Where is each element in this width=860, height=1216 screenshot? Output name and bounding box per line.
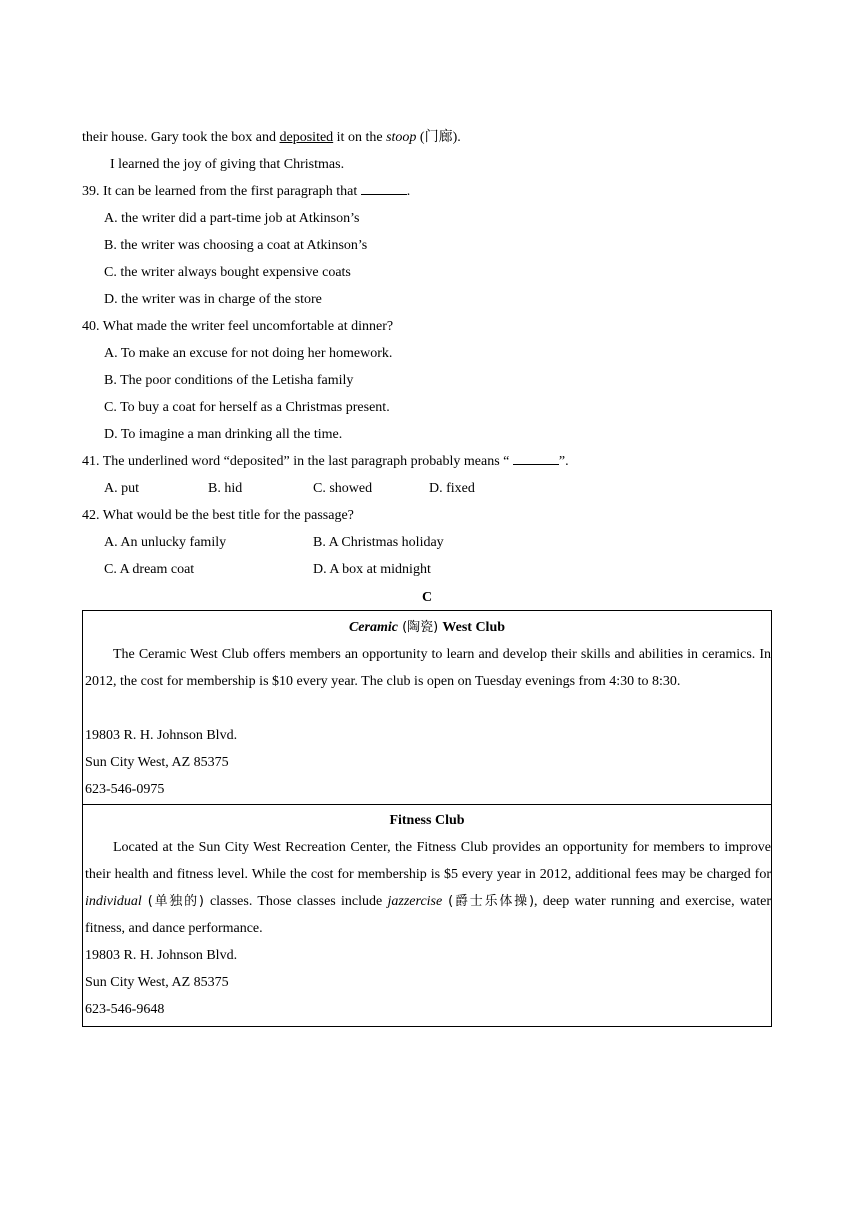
question-42: 42. What would be the best title for the passage?	[82, 508, 354, 523]
ceramic-club-title: Ceramic (陶瓷) West Club	[348, 620, 506, 635]
q41-option-c: C. showed	[313, 481, 373, 496]
ceramic-club-address-line2: Sun City West, AZ 85375	[85, 755, 229, 770]
question-41: 41. The underlined word “deposited” in the last paragraph probably means “ ”.	[82, 448, 772, 475]
q41-option-a: A. put	[104, 481, 139, 496]
q39-option-c: C. the writer always bought expensive coats	[104, 265, 351, 280]
answer-blank	[513, 450, 559, 465]
underlined-word-deposited: deposited	[279, 130, 334, 145]
q40-option-a: A. To make an excuse for not doing her homework.	[104, 346, 393, 361]
q42-option-c: C. A dream coat	[104, 562, 195, 577]
question-40: 40. What made the writer feel uncomfortable at dinner?	[82, 319, 394, 334]
ceramic-club-address-line1: 19803 R. H. Johnson Blvd.	[85, 728, 238, 743]
question-39: 39. It can be learned from the first paragraph that .	[82, 178, 772, 205]
answer-blank	[361, 180, 407, 195]
section-c-heading: C	[421, 590, 433, 605]
q40-option-c: C. To buy a coat for herself as a Christmas present.	[104, 400, 390, 415]
q40-option-d: D. To imagine a man drinking all the time.	[104, 427, 343, 442]
q41-option-b: B. hid	[208, 481, 243, 496]
ceramic-club-description: The Ceramic West Club offers members an opportunity to learn and develop their skills and abilities in ceramics. In 2012, the cost for membership is $10 every year. The club is open on Tuesday evenings from 4:30 to 8:30.	[85, 647, 771, 689]
ceramic-club-box	[82, 610, 772, 805]
ceramic-club-phone: 623-546-0975	[85, 782, 165, 797]
fitness-club-title: Fitness Club	[389, 813, 465, 828]
q39-option-b: B. the writer was choosing a coat at Atkinson’s	[104, 238, 368, 253]
q39-option-d: D. the writer was in charge of the store	[104, 292, 322, 307]
q41-option-d: D. fixed	[429, 481, 475, 496]
fitness-club-address-line1: 19803 R. H. Johnson Blvd.	[85, 948, 238, 963]
q40-option-b: B. The poor conditions of the Letisha family	[104, 373, 354, 388]
fitness-club-address-line2: Sun City West, AZ 85375	[85, 975, 229, 990]
fitness-club-box	[82, 804, 772, 1027]
q42-option-a: A. An unlucky family	[104, 535, 227, 550]
fitness-club-phone: 623-546-9648	[85, 1002, 165, 1017]
passage-closing-sentence: I learned the joy of giving that Christmas.	[110, 157, 345, 172]
q39-option-a: A. the writer did a part-time job at Atkinson’s	[104, 211, 360, 226]
fitness-club-description: Located at the Sun City West Recreation Center, the Fitness Club provides an opportunity for members to improve their health and fitness level. While the cost for membership is $5 every year in 2012, additional fees may be charged for individual (单独的) classes. Those classes include jazzercise (爵士乐体操), deep water running and exercise, water fitness, and dance performance.	[85, 840, 771, 936]
passage-last-line: their house. Gary took the box and deposited it on the stoop (门廊).	[82, 130, 461, 145]
q42-option-b: B. A Christmas holiday	[313, 535, 444, 550]
q42-option-d: D. A box at midnight	[313, 562, 431, 577]
